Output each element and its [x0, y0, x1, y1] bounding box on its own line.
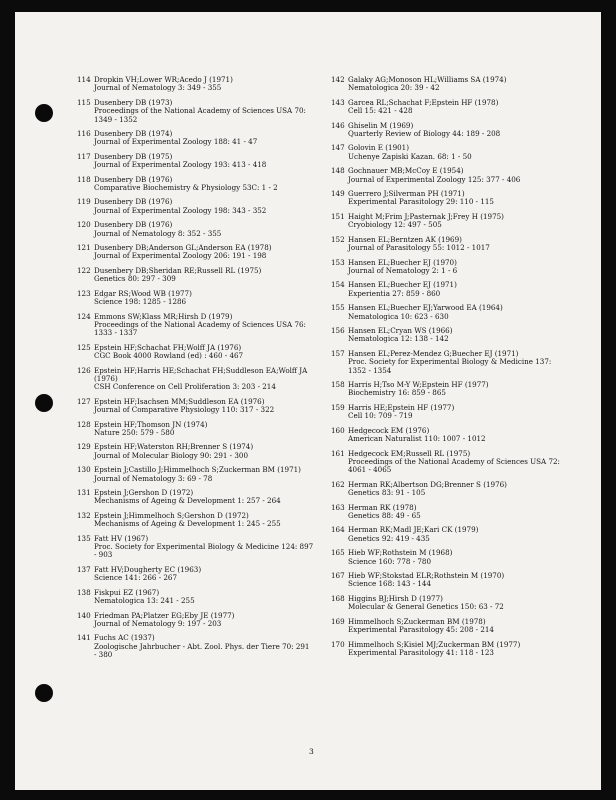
reference-citation-line: - 380 [94, 650, 113, 660]
reference-entry [77, 130, 329, 147]
reference-number: 129 [77, 442, 91, 452]
reference-citation-line: Journal of Experimental Zoology 193: 413 - 418 [94, 160, 267, 170]
reference-authors: Dropkin VH;Lower WR;Acedo J (1971) [94, 75, 233, 84]
reference-authors: Fatt HV;Dougherty EC (1963) [94, 564, 202, 574]
reference-entry [77, 466, 329, 483]
reference-authors: Fatt HV (1967) [94, 533, 149, 543]
reference-citation-line: 1333 - 1337 [94, 328, 138, 338]
reference-number: 114 [77, 75, 91, 84]
reference-entry [77, 367, 329, 392]
reference-authors: Hansen EL;Buecher EJ (1971) [348, 280, 457, 290]
reference-number: 147 [331, 143, 345, 153]
reference-entry [331, 281, 593, 298]
reference-number: 156 [331, 326, 345, 336]
reference-citation-line: Molecular & General Genetics 150: 63 - 72 [348, 602, 504, 612]
reference-number: 123 [77, 288, 91, 298]
reference-citation-line: Experientia 27: 859 - 860 [348, 288, 441, 298]
reference-entry [331, 76, 593, 93]
reference-citation-line: Journal of Experimental Zoology 125: 377 - 406 [348, 174, 521, 184]
reference-entry [77, 398, 329, 415]
reference-authors: Garcea RL;Schachat F;Epstein HF (1978) [348, 97, 499, 107]
reference-authors: Epstein HF;Thomson JN (1974) [94, 419, 208, 429]
reference-entry [331, 304, 593, 321]
reference-entry [331, 427, 593, 444]
reference-citation-line: Proceedings of the National Academy of Sciences USA 72: [348, 456, 560, 466]
reference-entry [331, 259, 593, 276]
reference-number: 165 [331, 548, 345, 558]
reference-authors: Golovin E (1901) [348, 143, 409, 153]
reference-number: 161 [331, 448, 345, 458]
reference-entry [77, 512, 329, 529]
reference-citation-line: Comparative Biochemistry & Physiology 53C: 1 - 2 [94, 183, 278, 192]
reference-entry [77, 489, 329, 506]
reference-authors: Dusenbery DB (1976) [94, 197, 173, 207]
reference-citation-line: Proceedings of the National Academy of Sciences USA 70: [94, 106, 306, 116]
reference-number: 158 [331, 380, 345, 390]
reference-citation-line: Journal of Parasitology 55: 1012 - 1017 [348, 243, 490, 253]
reference-authors: Galaky AG;Monoson HL;Williams SA (1974) [348, 75, 507, 84]
reference-number: 153 [331, 257, 345, 267]
reference-authors: Higgins BJ;Hirsh D (1977) [348, 593, 443, 603]
reference-authors: Hansen EL;Perez-Mendez G;Buecher EJ (1971) [348, 348, 519, 358]
reference-citation-line: Cell 10: 709 - 719 [348, 411, 413, 421]
reference-entry [77, 221, 329, 238]
reference-entry [331, 167, 593, 184]
reference-authors: Ghiselin M (1969) [348, 120, 414, 130]
reference-number: 168 [331, 593, 345, 603]
reference-authors: Edgar RS;Wood WB (1977) [94, 288, 192, 298]
reference-number: 170 [331, 639, 345, 649]
reference-authors: Hieb WF;Stokstad ELR;Rothstein M (1970) [348, 571, 505, 581]
reference-authors: Epstein HF;Harris HE;Schachat FH;Suddleson EA;Wolff JA [94, 365, 308, 375]
reference-column-right [331, 76, 593, 663]
reference-citation-line: Journal of Experimental Zoology 198: 343 - 352 [94, 205, 267, 215]
reference-citation-line: Journal of Nematology 2: 1 - 6 [348, 265, 458, 275]
reference-entry [331, 526, 593, 543]
reference-entry [77, 244, 329, 261]
reference-citation-line: Experimental Parasitology 45: 208 - 214 [348, 625, 494, 635]
reference-authors: Haight M;Frim J;Pasternak J;Frey H (1975) [348, 211, 504, 221]
reference-number: 141 [77, 633, 91, 643]
reference-number: 130 [77, 465, 91, 475]
reference-number: 121 [77, 243, 91, 253]
reference-authors: Epstein J;Castillo J;Himmelhoch S;Zuckerman BM (1971) [94, 465, 301, 475]
reference-citation-line: Journal of Molecular Biology 90: 291 - 300 [94, 450, 248, 460]
reference-citation-line: Nematologica 10: 623 - 630 [348, 311, 449, 321]
reference-entry [77, 634, 329, 659]
punch-hole-middle [35, 394, 53, 412]
reference-citation-line: (1976) [94, 373, 118, 383]
reference-entry [331, 99, 593, 116]
reference-citation-line: Proc. Society for Experimental Biology & Medicine 137: [348, 357, 552, 367]
reference-entry [331, 213, 593, 230]
reference-number: 128 [77, 419, 91, 429]
reference-authors: Harris HE;Epstein HF (1977) [348, 402, 455, 412]
reference-authors: Dusenbery DB (1974) [94, 129, 173, 138]
reference-citation-line: Cryobiology 12: 497 - 505 [348, 220, 442, 230]
reference-number: 122 [77, 265, 91, 275]
reference-entry [77, 313, 329, 338]
reference-number: 149 [331, 189, 345, 199]
reference-authors: Herman RK (1978) [348, 502, 417, 512]
reference-citation-line: Journal of Nematology 9: 197 - 203 [94, 618, 222, 628]
reference-entry [77, 267, 329, 284]
reference-number: 127 [77, 396, 91, 406]
reference-entry [77, 176, 329, 193]
reference-entry [331, 327, 593, 344]
reference-authors: Himmelhoch S;Kisiel MJ;Zuckerman BM (1977) [348, 639, 521, 649]
page-number: 3 [309, 747, 314, 756]
reference-citation-line: Science 141: 266 - 267 [94, 573, 178, 583]
reference-entry [331, 236, 593, 253]
reference-citation-line: Science 198: 1285 - 1286 [94, 297, 187, 307]
reference-citation-line: Genetics 88: 49 - 65 [348, 510, 421, 520]
reference-column-left [77, 76, 329, 666]
reference-number: 148 [331, 166, 345, 176]
reference-citation-line: Nematologica 13: 241 - 255 [94, 596, 195, 606]
reference-authors: Hansen EL;Berntzen AK (1969) [348, 234, 462, 244]
reference-authors: Dusenbery DB (1976) [94, 174, 173, 184]
reference-citation-line: 1349 - 1352 [94, 114, 138, 124]
reference-number: 120 [77, 220, 91, 230]
reference-citation-line: Zoologische Jahrbucher - Abt. Zool. Phys. der Tiere 70: 291 [94, 641, 310, 651]
reference-entry [77, 290, 329, 307]
reference-entry [77, 566, 329, 583]
reference-authors: Himmelhoch S;Zuckerman BM (1978) [348, 616, 486, 626]
reference-entry [77, 76, 329, 93]
reference-number: 125 [77, 342, 91, 352]
reference-citation-line: Journal of Nematology 3: 349 - 355 [94, 83, 222, 93]
reference-entry [77, 198, 329, 215]
reference-citation-line: Science 160: 778 - 780 [348, 556, 432, 566]
reference-citation-line: CGC Book 4000 Rowland (ed) : 460 - 467 [94, 351, 244, 361]
reference-citation-line: Journal of Experimental Zoology 206: 191 - 198 [94, 251, 267, 261]
reference-citation-line: American Naturalist 110: 1007 - 1012 [348, 434, 486, 444]
reference-entry [331, 381, 593, 398]
reference-citation-line: Nematologica 20: 39 - 42 [348, 83, 440, 93]
reference-number: 146 [331, 120, 345, 130]
reference-entry [77, 153, 329, 170]
reference-number: 124 [77, 311, 91, 321]
punch-hole-bottom [35, 684, 53, 702]
reference-entry [331, 450, 593, 475]
reference-citation-line: Quarterly Review of Biology 44: 189 - 208 [348, 129, 501, 138]
reference-number: 115 [77, 97, 91, 107]
reference-number: 143 [331, 97, 345, 107]
reference-number: 118 [77, 174, 91, 184]
reference-citation-line: Experimental Parasitology 29: 110 - 115 [348, 197, 494, 207]
reference-authors: Hieb WF;Rothstein M (1968) [348, 548, 453, 558]
reference-number: 117 [77, 151, 91, 161]
reference-citation-line: Journal of Experimental Zoology 188: 41 - 47 [94, 137, 258, 147]
reference-entry [77, 612, 329, 629]
reference-entry [77, 99, 329, 124]
reference-authors: Hansen EL;Buecher EJ;Yarwood EA (1964) [348, 303, 503, 313]
reference-authors: Guerrero J;Silverman PH (1971) [348, 189, 465, 199]
reference-citation-line: Journal of Comparative Physiology 110: 317 - 322 [94, 405, 275, 415]
reference-number: 138 [77, 587, 91, 597]
reference-number: 151 [331, 211, 345, 221]
reference-authors: Gochnauer MB;McCoy E (1954) [348, 166, 464, 176]
reference-number: 142 [331, 75, 345, 84]
reference-authors: Fiskpui EZ (1967) [94, 587, 160, 597]
reference-citation-line: Mechanisms of Ageing & Development 1: 245 - 255 [94, 519, 281, 529]
reference-citation-line: Genetics 80: 297 - 309 [94, 274, 176, 284]
reference-number: 155 [331, 303, 345, 313]
reference-entry [77, 443, 329, 460]
reference-citation-line: 1352 - 1354 [348, 365, 392, 375]
reference-authors: Hedgecock EM (1976) [348, 425, 430, 435]
reference-number: 157 [331, 348, 345, 358]
reference-number: 137 [77, 564, 91, 574]
punch-hole-top [35, 104, 53, 122]
reference-entry [331, 122, 593, 139]
reference-authors: Dusenbery DB (1975) [94, 151, 173, 161]
reference-citation-line: 4061 - 4065 [348, 465, 392, 475]
reference-citation-line: Uchenye Zapiski Kazan. 68: 1 - 50 [348, 151, 472, 161]
reference-entry [331, 404, 593, 421]
reference-authors: Dusenbery DB;Sheridan RE;Russell RL (1975) [94, 265, 262, 275]
reference-entry [77, 421, 329, 438]
reference-entry [331, 144, 593, 161]
reference-citation-line: - 903 [94, 550, 113, 560]
reference-citation-line: Genetics 92: 419 - 435 [348, 533, 430, 543]
reference-entry [331, 595, 593, 612]
reference-number: 162 [331, 479, 345, 489]
reference-authors: Dusenbery DB;Anderson GL;Anderson EA (1978) [94, 243, 272, 253]
reference-number: 169 [331, 616, 345, 626]
reference-authors: Epstein HF;Isachsen MM;Suddleson EA (1976) [94, 396, 265, 406]
document-page [15, 12, 601, 790]
reference-entry [331, 618, 593, 635]
reference-authors: Hansen EL;Buecher EJ (1970) [348, 257, 457, 267]
reference-authors: Epstein HF;Schachat FH;Wolff JA (1976) [94, 342, 242, 352]
reference-entry [331, 549, 593, 566]
reference-authors: Herman RK;Madl JE;Kari CK (1979) [348, 525, 479, 535]
reference-entry [331, 641, 593, 658]
reference-authors: Epstein J;Gershon D (1972) [94, 488, 194, 498]
reference-number: 135 [77, 533, 91, 543]
reference-authors: Friedman PA;Platzer EG;Eby JE (1977) [94, 610, 235, 620]
reference-citation-line: CSH Conference on Cell Proliferation 3: 203 - 214 [94, 382, 276, 392]
reference-number: 126 [77, 365, 91, 375]
reference-citation-line: Genetics 83: 91 - 105 [348, 488, 426, 498]
reference-entry [331, 350, 593, 375]
reference-citation-line: Journal of Nematology 3: 69 - 78 [94, 473, 213, 483]
reference-authors: Dusenbery DB (1976) [94, 220, 173, 230]
reference-number: 131 [77, 488, 91, 498]
reference-entry [331, 504, 593, 521]
reference-entry [77, 344, 329, 361]
reference-citation-line: Nematologica 12: 138 - 142 [348, 334, 449, 344]
reference-number: 140 [77, 610, 91, 620]
reference-citation-line: Proceedings of the National Academy of Sciences USA 76: [94, 319, 306, 329]
reference-citation-line: Science 168: 143 - 144 [348, 579, 432, 589]
reference-authors: Hansen EL;Cryan WS (1966) [348, 326, 453, 336]
reference-number: 132 [77, 510, 91, 520]
reference-citation-line: Biochemistry 16: 859 - 865 [348, 388, 446, 398]
reference-entry [331, 190, 593, 207]
reference-authors: Epstein HF;Waterston RH;Brenner S (1974) [94, 442, 254, 452]
reference-number: 163 [331, 502, 345, 512]
reference-entry [331, 572, 593, 589]
reference-number: 152 [331, 234, 345, 244]
reference-citation-line: Cell 15: 421 - 428 [348, 106, 413, 116]
reference-entry [77, 535, 329, 560]
reference-entry [77, 589, 329, 606]
reference-number: 154 [331, 280, 345, 290]
reference-citation-line: Nature 250: 579 - 580 [94, 427, 175, 437]
reference-number: 116 [77, 129, 91, 138]
reference-entry [331, 481, 593, 498]
reference-citation-line: Mechanisms of Ageing & Development 1: 257 - 264 [94, 496, 281, 506]
reference-authors: Harris H;Tso M-Y W;Epstein HF (1977) [348, 380, 489, 390]
reference-citation-line: Proc. Society for Experimental Biology & Medicine 124: 897 [94, 542, 314, 552]
reference-number: 164 [331, 525, 345, 535]
reference-authors: Hedgecock EM;Russell RL (1975) [348, 448, 471, 458]
reference-number: 167 [331, 571, 345, 581]
reference-citation-line: Experimental Parasitology 41: 118 - 123 [348, 647, 494, 657]
reference-authors: Herman RK;Albertson DG;Brenner S (1976) [348, 479, 507, 489]
reference-authors: Dusenbery DB (1973) [94, 97, 173, 107]
reference-authors: Epstein J;Himmelhoch S;Gershon D (1972) [94, 510, 249, 520]
reference-authors: Fuchs AC (1937) [94, 633, 155, 643]
reference-number: 119 [77, 197, 91, 207]
reference-number: 160 [331, 425, 345, 435]
reference-citation-line: Journal of Nematology 8: 352 - 355 [94, 228, 222, 238]
reference-authors: Emmons SW;Klass MR;Hirsh D (1979) [94, 311, 233, 321]
reference-number: 159 [331, 402, 345, 412]
